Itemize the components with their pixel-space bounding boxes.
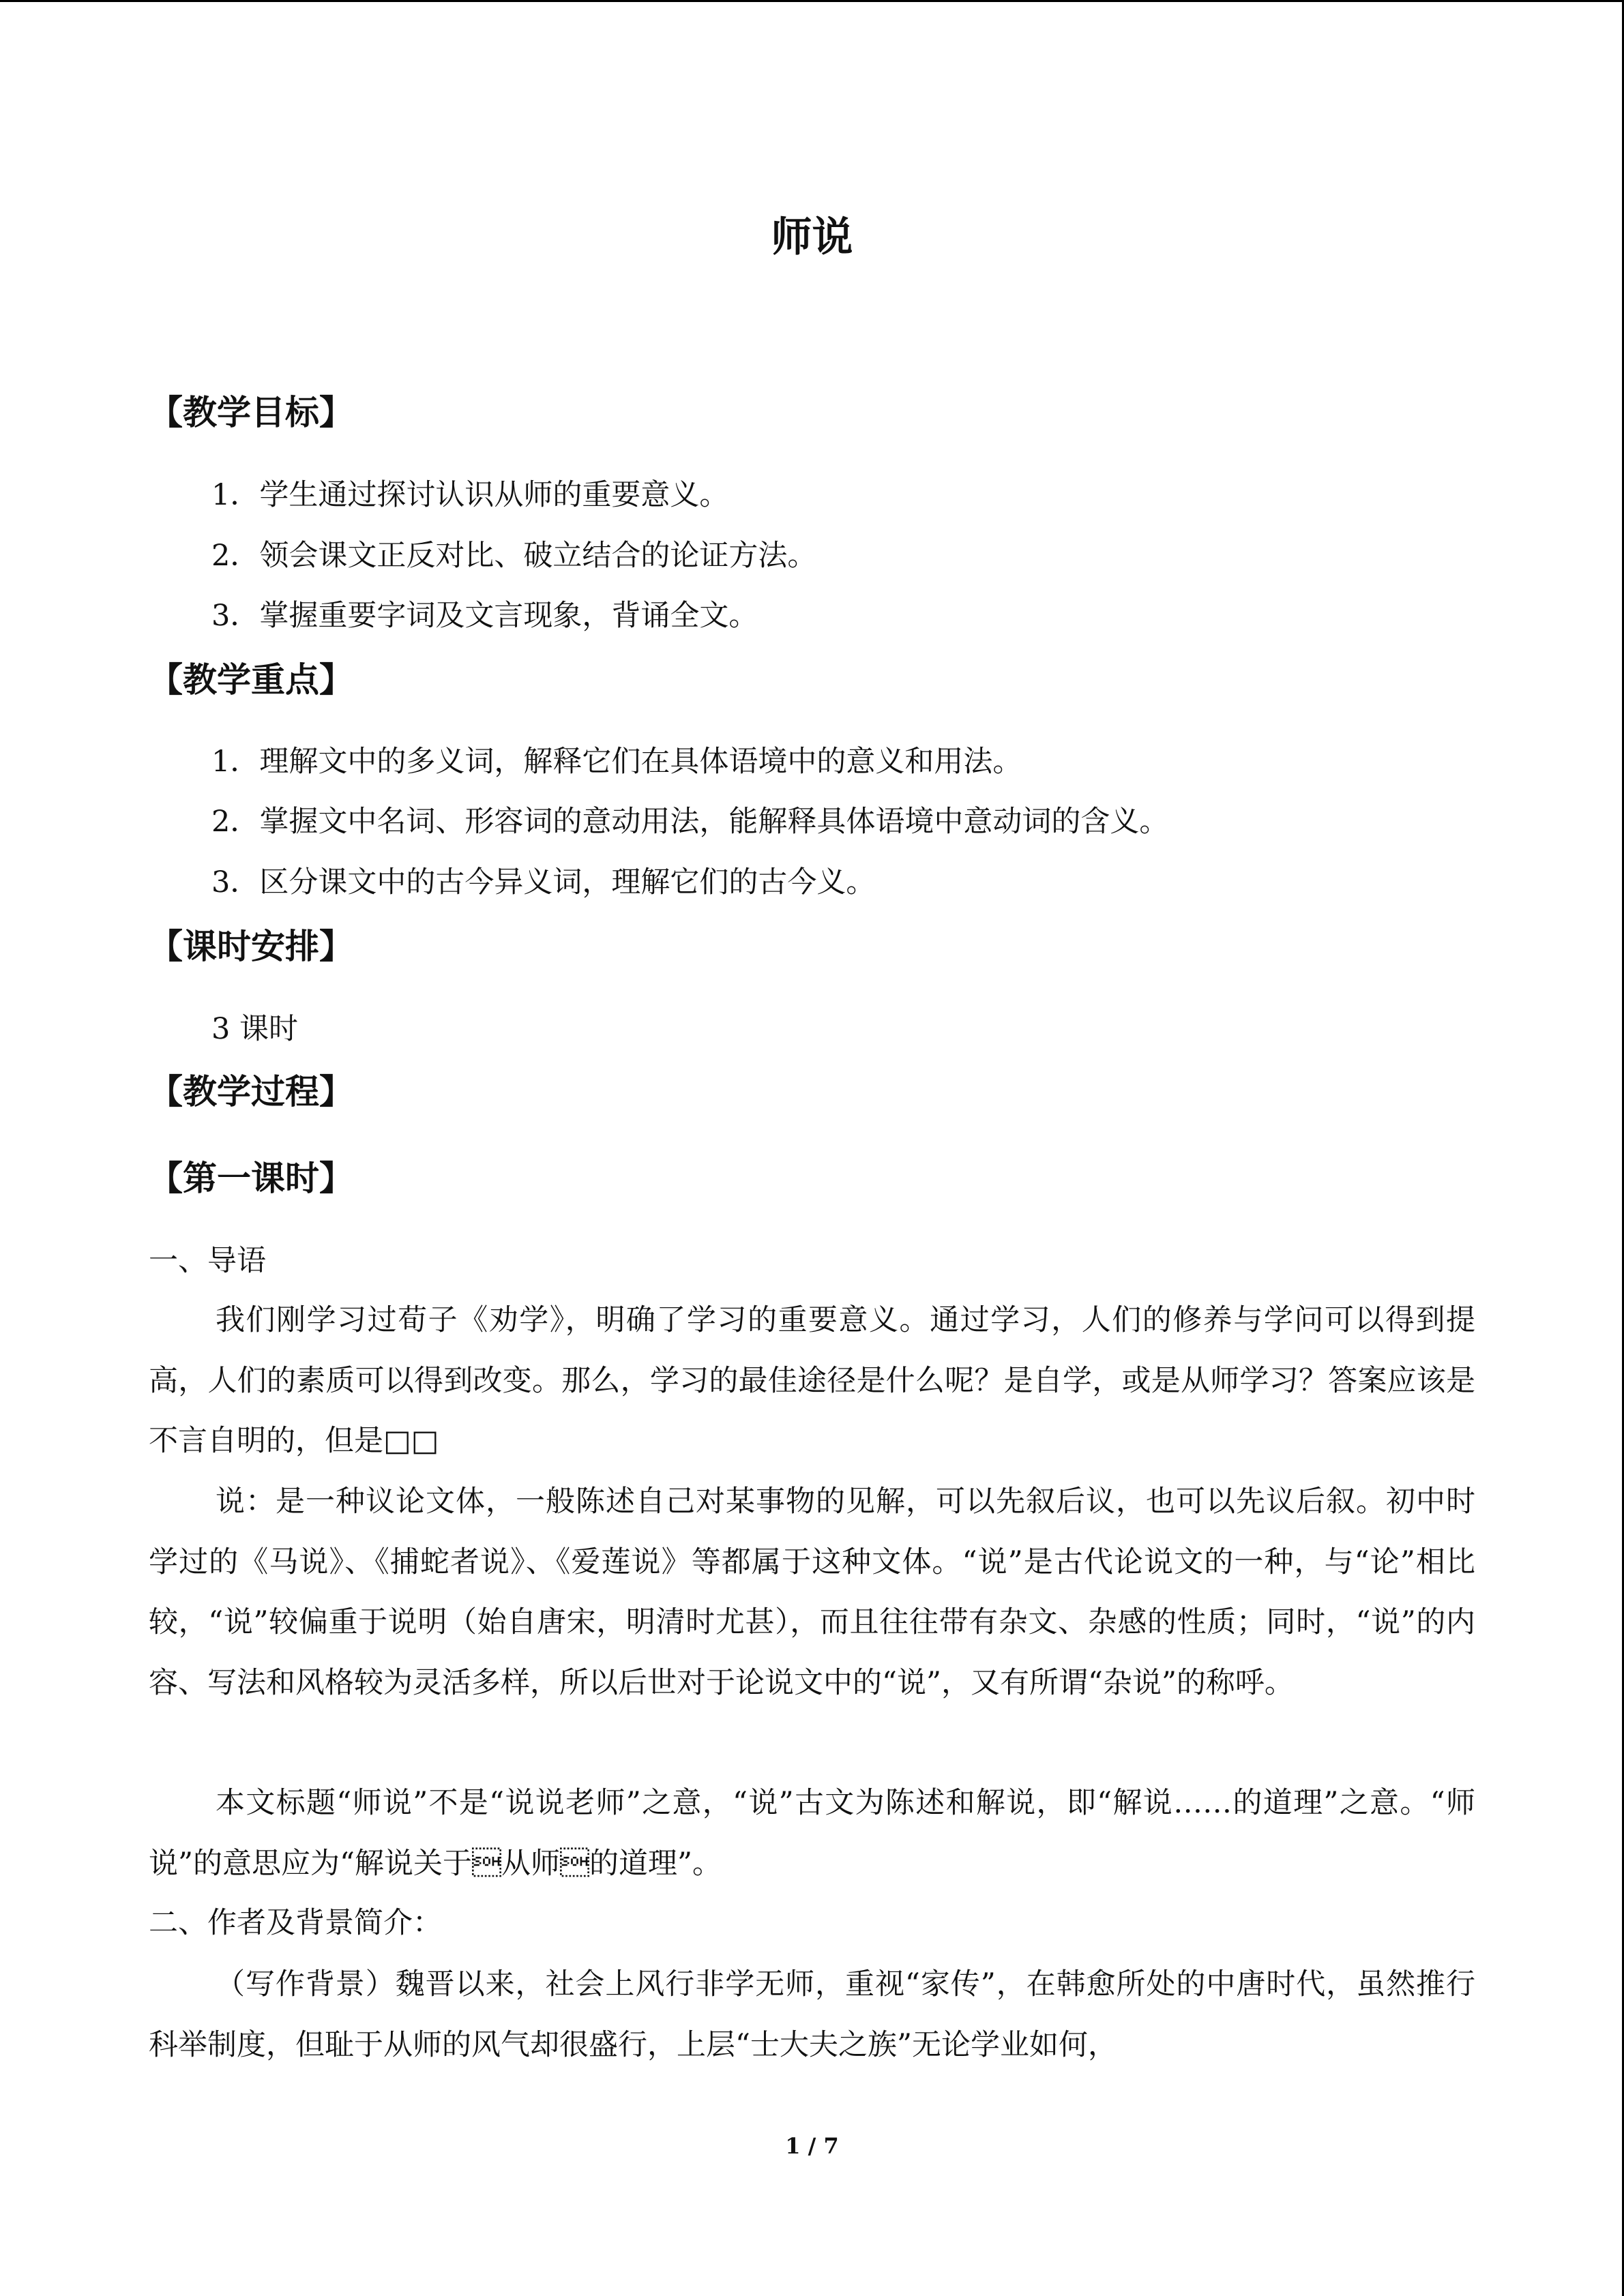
author-paragraph-1: （写作背景）魏晋以来，社会上风行非学无师，重视“家传”，在韩愈所处的中唐时代，虽然推行科举制度，但耻于从师的风气却很盛行，上层“士大夫之族”无论学业如何，	[149, 1967, 1475, 2062]
section-heading-goals: 【教学目标】	[149, 393, 353, 432]
key-point-item-1: 1．理解文中的多义词，解释它们在具体语境中的意义和用法。	[211, 745, 1022, 779]
key-point-item-3: 3．区分课文中的古今异义词，理解它们的古今义。	[211, 865, 876, 899]
section-heading-lesson1: 【第一课时】	[149, 1159, 353, 1198]
intro-paragraph-1: 我们刚学习过荀子《劝学》，明确了学习的重要意义。通过学习，人们的修养与学问可以得到提高，人们的素质可以得到改变。那么，学习的最佳途径是什么呢？是自学，或是从师学习？答案应该是不言自明的，但是□□	[149, 1303, 1475, 1458]
author-label: 二、作者及背景简介：	[149, 1906, 442, 1940]
section-heading-process: 【教学过程】	[149, 1072, 353, 1112]
schedule-value: 3 课时	[211, 1012, 299, 1046]
intro-paragraph-2: 说：是一种议论文体，一般陈述自己对某事物的见解，可以先叙后议，也可以先议后叙。初中时学过的《马说》、《捕蛇者说》、《爱莲说》等都属于这种文体。“说”是古代论说文的一种，与“论”相比较，“说”较偏重于说明（始自唐宋，明清时尤甚），而且往往带有杂文、杂感的性质；同时，“说”的内容、写法和风格较为灵活多样，所以后世对于论说文中的“说”，又有所谓“杂说”的称呼。	[149, 1485, 1475, 1700]
section-heading-schedule: 【课时安排】	[149, 927, 353, 966]
goal-item-1: 1．学生通过探讨认识从师的重要意义。	[211, 478, 729, 512]
page-title: 师说	[771, 213, 853, 261]
key-point-item-2: 2．掌握文中名词、形容词的意动用法，能解释具体语境中意动词的含义。	[211, 805, 1169, 839]
intro-paragraph-3: 本文标题“师说”不是“说说老师”之意，“说”古文为陈述和解说，即“解说……的道理”之意。“师说”的意思应为“解说关于从师的道理”。	[149, 1786, 1475, 1881]
goal-item-2: 2．领会课文正反对比、破立结合的论证方法。	[211, 539, 817, 573]
intro-label: 一、导语	[149, 1244, 266, 1278]
goal-item-3: 3．掌握重要字词及文言现象，背诵全文。	[211, 599, 758, 633]
page-number: 1 / 7	[785, 2133, 839, 2159]
page-border-top	[0, 0, 1624, 2]
section-heading-key-points: 【教学重点】	[149, 660, 353, 700]
